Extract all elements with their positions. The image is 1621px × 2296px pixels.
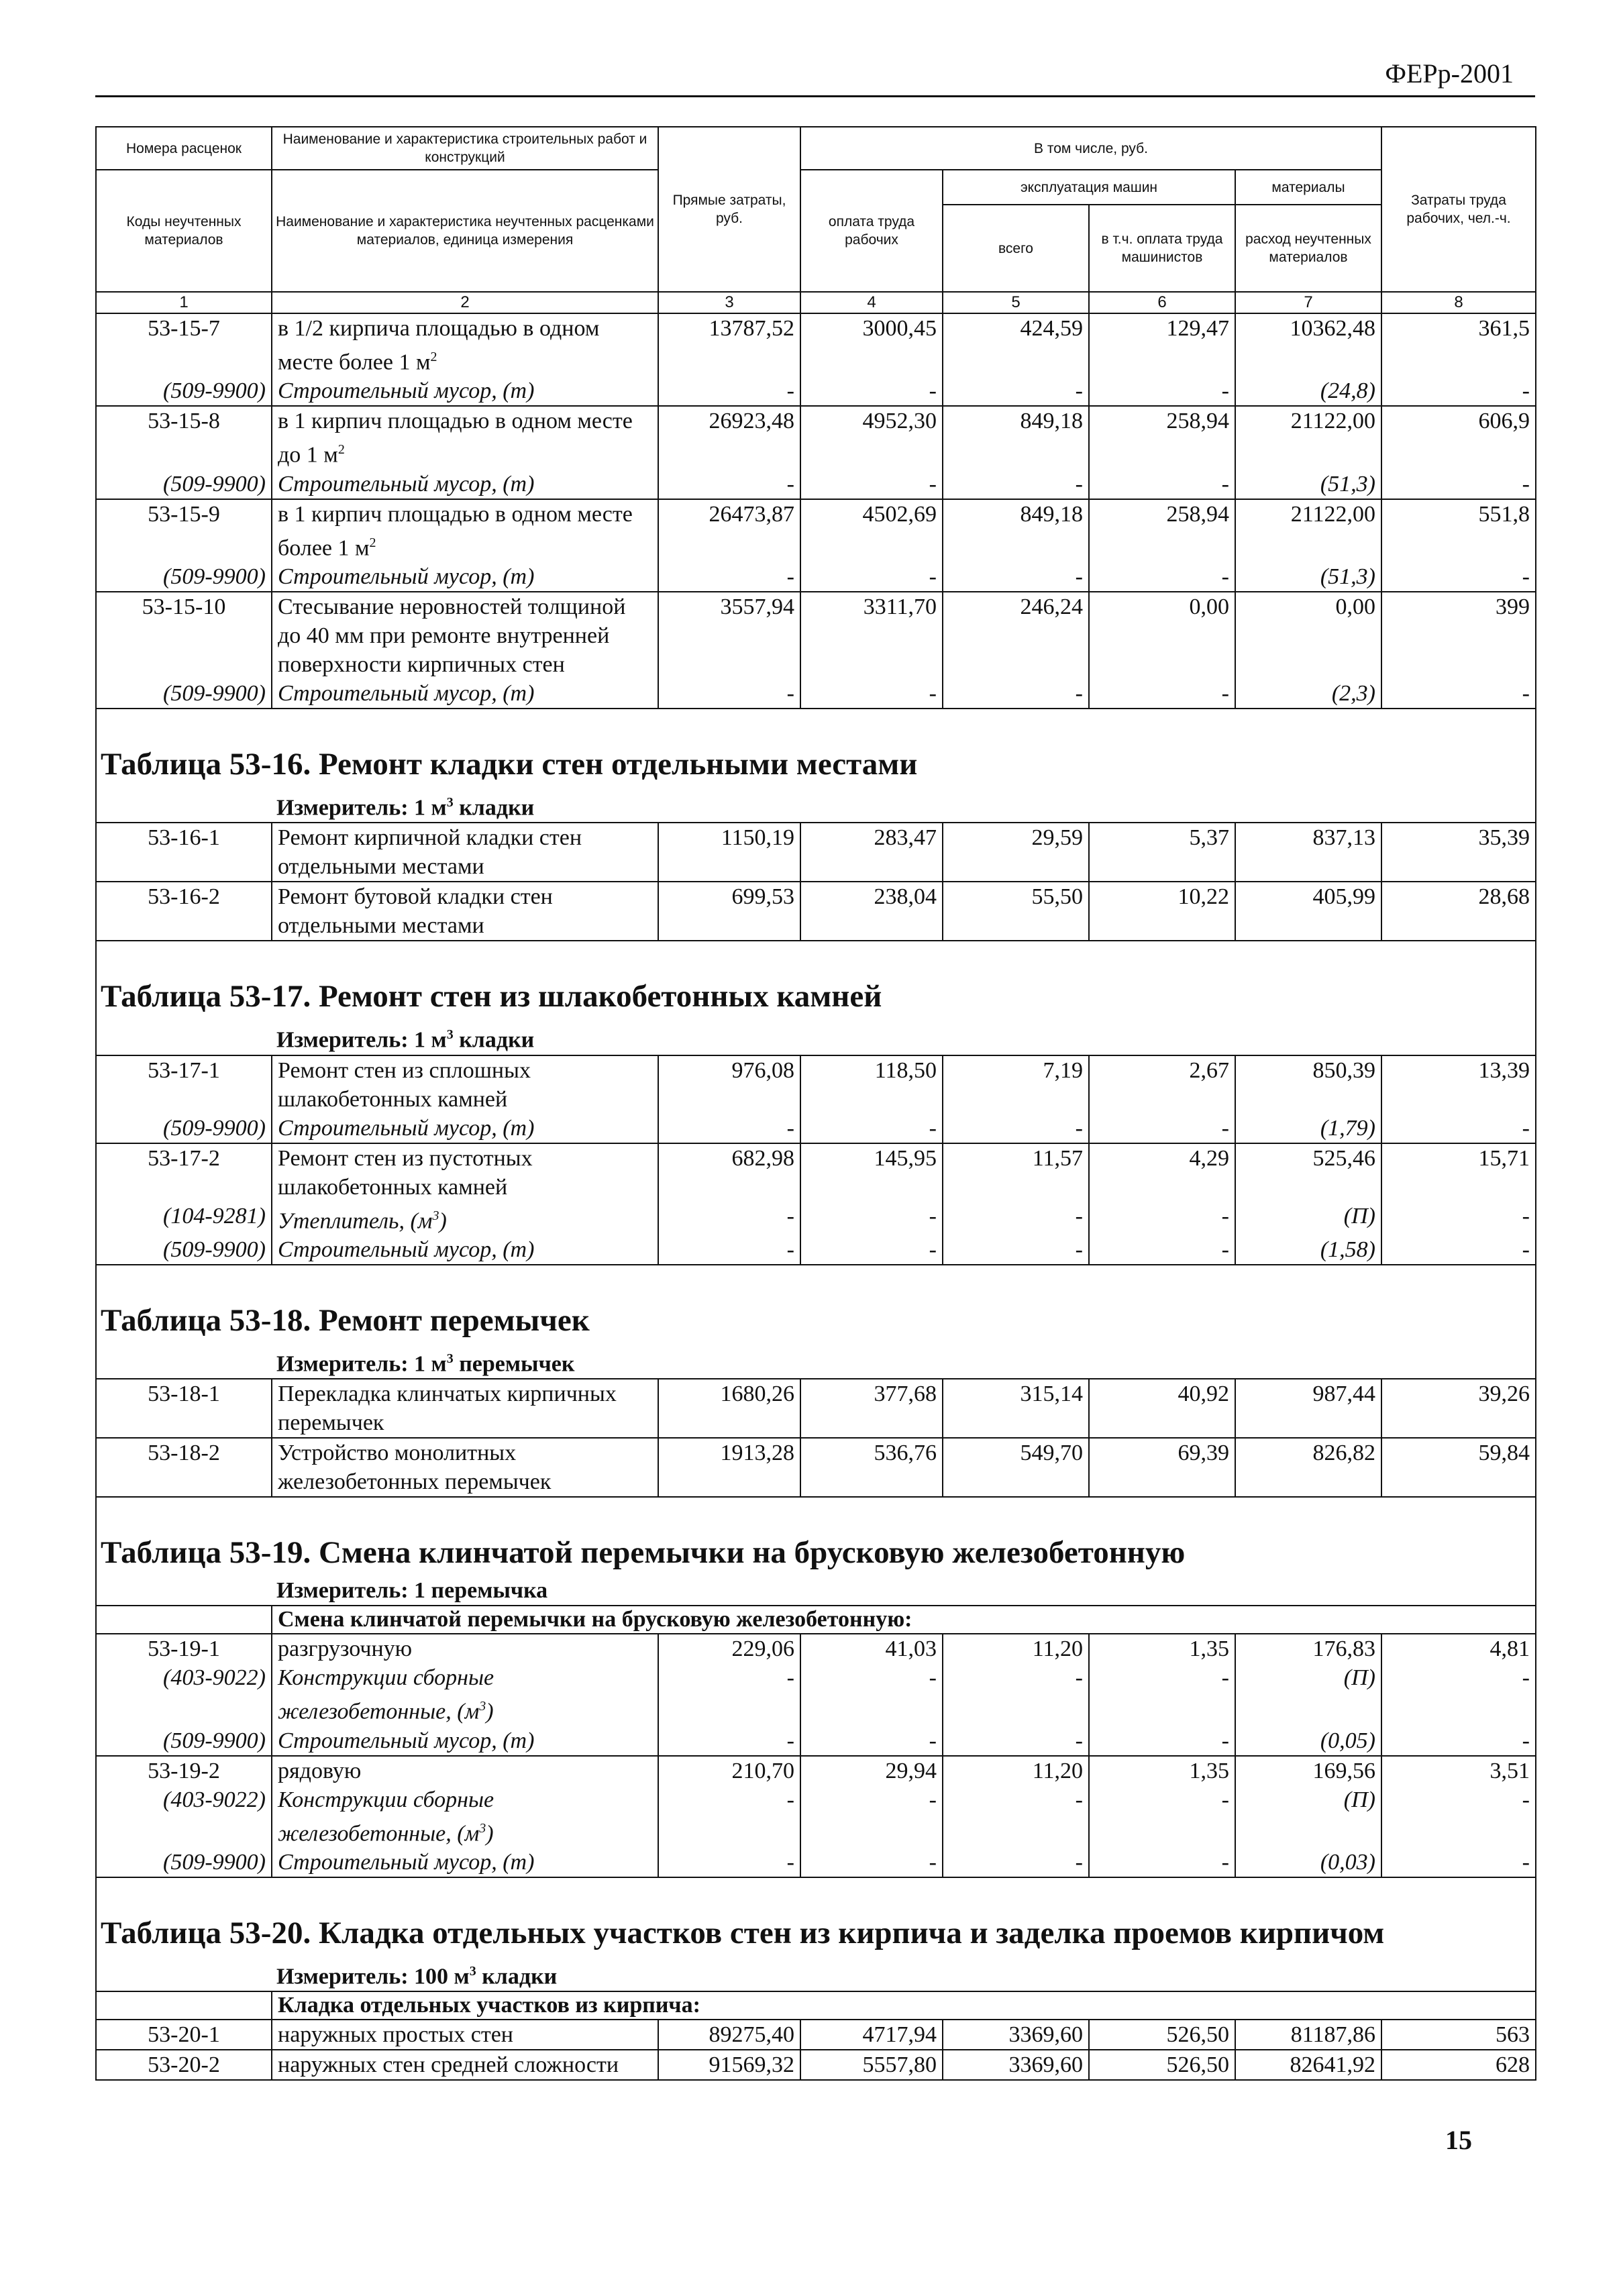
- table-title-53-17: Таблица 53-17. Ремонт стен из шлакобетонных камней: [96, 974, 1536, 1021]
- material-consumption: (51,3): [1235, 562, 1381, 592]
- dash: -: [943, 1848, 1089, 1877]
- wages: 5557,80: [800, 2050, 943, 2080]
- materials: 837,13: [1235, 823, 1381, 882]
- materials: 21122,00: [1235, 406, 1381, 469]
- machines-wages: 40,92: [1089, 1379, 1235, 1438]
- table-row: [96, 1756, 1536, 1785]
- material-consumption: (51,3): [1235, 470, 1381, 499]
- dash: -: [943, 1235, 1089, 1265]
- table-row: [96, 1143, 1536, 1202]
- dash: -: [1381, 1235, 1536, 1265]
- dash: -: [943, 679, 1089, 709]
- material-consumption: (0,05): [1235, 1726, 1381, 1756]
- measure-53-17: Измеритель: 1 $м^3$ кладки: [96, 1021, 1536, 1055]
- machines-total: 549,70: [943, 1438, 1089, 1497]
- labor: 35,39: [1381, 823, 1536, 882]
- table-row: [96, 1726, 1536, 1756]
- subheading-53-19: Смена клинчатой перемычки на брусковую железобетонную:: [96, 1606, 1536, 1634]
- machines-wages: 258,94: [1089, 406, 1235, 469]
- table-row: [96, 823, 1536, 882]
- material-code: (509-9900): [96, 470, 272, 499]
- machines-total: 11,20: [943, 1634, 1089, 1663]
- rates-table: [95, 126, 1536, 2081]
- labor: 28,68: [1381, 882, 1536, 941]
- rate-code: 53-15-7: [96, 313, 272, 376]
- header-materials-unaccounted: расход неучтенных материалов: [1235, 205, 1381, 292]
- dash: -: [800, 1848, 943, 1877]
- dash: -: [658, 562, 800, 592]
- material-consumption: (2,3): [1235, 679, 1381, 709]
- wages: 4717,94: [800, 2020, 943, 2050]
- header-work-name: Наименование и характеристика строительных работ и конструкций: [272, 127, 658, 170]
- dash: -: [1381, 679, 1536, 709]
- measure-53-20: Измеритель: 100 $м^3$ кладки: [96, 1957, 1536, 1991]
- column-number: 2: [272, 292, 658, 313]
- rate-code: 53-20-2: [96, 2050, 272, 2080]
- dash: -: [658, 376, 800, 406]
- materials: 987,44: [1235, 1379, 1381, 1438]
- machines-total: 3369,60: [943, 2020, 1089, 2050]
- wages: 145,95: [800, 1143, 943, 1202]
- machines-total: 849,18: [943, 499, 1089, 562]
- dash: -: [1089, 1235, 1235, 1265]
- dash: -: [658, 679, 800, 709]
- machines-total: 246,24: [943, 592, 1089, 679]
- wages: 4952,30: [800, 406, 943, 469]
- machines-total: 55,50: [943, 882, 1089, 941]
- labor: 563: [1381, 2020, 1536, 2050]
- rate-name: в 1/2 кирпича площадью в одном месте более 1 $м^2$: [272, 313, 658, 376]
- machines-total: 7,19: [943, 1055, 1089, 1114]
- material-code: (403-9022): [96, 1663, 272, 1726]
- table-title-53-19: Таблица 53-19. Смена клинчатой перемычки на брусковую железобетонную: [96, 1530, 1536, 1577]
- column-number: 7: [1235, 292, 1381, 313]
- material-name: Строительный мусор, (т): [272, 1114, 658, 1143]
- table-row: [96, 376, 1536, 406]
- direct-costs: 1150,19: [658, 823, 800, 882]
- direct-costs: 699,53: [658, 882, 800, 941]
- header-machines: эксплуатация машин: [943, 170, 1235, 205]
- material-name: Строительный мусор, (т): [272, 1235, 658, 1265]
- header-labor: Затраты труда рабочих, чел.-ч.: [1381, 127, 1536, 292]
- machines-total: 849,18: [943, 406, 1089, 469]
- direct-costs: 976,08: [658, 1055, 800, 1114]
- rate-code: 53-15-8: [96, 406, 272, 469]
- dash: -: [1089, 1785, 1235, 1848]
- machines-wages: 2,67: [1089, 1055, 1235, 1114]
- dash: -: [658, 1848, 800, 1877]
- rate-code: 53-20-1: [96, 2020, 272, 2050]
- rate-name: наружных простых стен: [272, 2020, 658, 2050]
- table-row: [96, 1663, 1536, 1726]
- dash: -: [658, 1202, 800, 1235]
- dash: -: [1089, 679, 1235, 709]
- labor: 399: [1381, 592, 1536, 679]
- labor: 15,71: [1381, 1143, 1536, 1202]
- column-number: 1: [96, 292, 272, 313]
- material-code: (509-9900): [96, 1114, 272, 1143]
- rate-name: Ремонт стен из пустотных шлакобетонных камней: [272, 1143, 658, 1202]
- measure-53-19: Измеритель: 1 перемычка: [96, 1577, 1536, 1606]
- direct-costs: 89275,40: [658, 2020, 800, 2050]
- material-consumption: (1,58): [1235, 1235, 1381, 1265]
- dash: -: [658, 1114, 800, 1143]
- table-header: [96, 127, 1536, 313]
- dash: -: [800, 1202, 943, 1235]
- column-number: 8: [1381, 292, 1536, 313]
- wages: 118,50: [800, 1055, 943, 1114]
- measure-53-18: Измеритель: 1 $м^3$ перемычек: [96, 1345, 1536, 1379]
- spacer: [96, 1877, 1536, 1910]
- machines-total: 3369,60: [943, 2050, 1089, 2080]
- dash: -: [800, 1235, 943, 1265]
- material-code: (104-9281): [96, 1202, 272, 1235]
- labor: 606,9: [1381, 406, 1536, 469]
- header-machines-total: всего: [943, 205, 1089, 292]
- material-code: (509-9900): [96, 1235, 272, 1265]
- dash: -: [658, 470, 800, 499]
- dash: -: [800, 376, 943, 406]
- machines-total: 11,57: [943, 1143, 1089, 1202]
- labor: 361,5: [1381, 313, 1536, 376]
- machines-total: 11,20: [943, 1756, 1089, 1785]
- dash: -: [800, 679, 943, 709]
- dash: -: [1089, 1202, 1235, 1235]
- material-name: Строительный мусор, (т): [272, 376, 658, 406]
- document-title: ФЕРр-2001: [1385, 58, 1514, 89]
- material-name: Строительный мусор, (т): [272, 562, 658, 592]
- materials: 525,46: [1235, 1143, 1381, 1202]
- materials: 850,39: [1235, 1055, 1381, 1114]
- dash: -: [943, 470, 1089, 499]
- material-code: (403-9022): [96, 1785, 272, 1848]
- table-row: [96, 1438, 1536, 1497]
- dash: -: [943, 562, 1089, 592]
- table-row: [96, 2020, 1536, 2050]
- dash: -: [658, 1726, 800, 1756]
- table-row: [96, 470, 1536, 499]
- dash: -: [1381, 1848, 1536, 1877]
- spacer: [96, 1265, 1536, 1298]
- header-including: В том числе, руб.: [800, 127, 1381, 170]
- header-material-name: Наименование и характеристика неучтенных расценками материалов, единица измерения: [272, 170, 658, 292]
- material-code: (509-9900): [96, 1848, 272, 1877]
- rate-code: 53-18-1: [96, 1379, 272, 1438]
- rate-code: 53-15-10: [96, 592, 272, 679]
- material-code: (509-9900): [96, 562, 272, 592]
- rate-code: 53-19-2: [96, 1756, 272, 1785]
- dash: -: [658, 1663, 800, 1726]
- material-consumption: (П): [1235, 1785, 1381, 1848]
- materials: 10362,48: [1235, 313, 1381, 376]
- rate-code: 53-18-2: [96, 1438, 272, 1497]
- column-number: 4: [800, 292, 943, 313]
- direct-costs: 13787,52: [658, 313, 800, 376]
- machines-wages: 69,39: [1089, 1438, 1235, 1497]
- machines-wages: 4,29: [1089, 1143, 1235, 1202]
- dash: -: [658, 1785, 800, 1848]
- dash: -: [800, 1663, 943, 1726]
- table-title-53-18: Таблица 53-18. Ремонт перемычек: [96, 1298, 1536, 1345]
- rate-code: 53-17-1: [96, 1055, 272, 1114]
- header-wages: оплата труда рабочих: [800, 170, 943, 292]
- dash: -: [943, 1663, 1089, 1726]
- rate-code: 53-16-1: [96, 823, 272, 882]
- material-consumption: (П): [1235, 1202, 1381, 1235]
- dash: -: [1089, 1114, 1235, 1143]
- table-title-53-20: Таблица 53-20. Кладка отдельных участков стен из кирпича и заделка проемов кирпичом: [96, 1910, 1536, 1957]
- labor: 13,39: [1381, 1055, 1536, 1114]
- rate-code: 53-19-1: [96, 1634, 272, 1663]
- table-row: [96, 1379, 1536, 1438]
- materials: 176,83: [1235, 1634, 1381, 1663]
- material-name: Строительный мусор, (т): [272, 1848, 658, 1877]
- dash: -: [800, 1785, 943, 1848]
- header-materials: материалы: [1235, 170, 1381, 205]
- table-row: [96, 2050, 1536, 2080]
- rate-code: 53-16-2: [96, 882, 272, 941]
- machines-total: 424,59: [943, 313, 1089, 376]
- direct-costs: 91569,32: [658, 2050, 800, 2080]
- machines-wages: 5,37: [1089, 823, 1235, 882]
- table-row: [96, 313, 1536, 376]
- table-row: [96, 406, 1536, 469]
- dash: -: [1381, 1785, 1536, 1848]
- header-direct-costs: Прямые затраты, руб.: [658, 127, 800, 292]
- machines-wages: 10,22: [1089, 882, 1235, 941]
- dash: -: [943, 1726, 1089, 1756]
- materials: 169,56: [1235, 1756, 1381, 1785]
- dash: -: [1089, 562, 1235, 592]
- table-row: [96, 1235, 1536, 1265]
- dash: -: [1089, 376, 1235, 406]
- header-rule: [95, 95, 1535, 97]
- wages: 3000,45: [800, 313, 943, 376]
- column-number: 5: [943, 292, 1089, 313]
- dash: -: [943, 1202, 1089, 1235]
- header-machines-wages: в т.ч. оплата труда машинистов: [1089, 205, 1235, 292]
- rate-code: 53-15-9: [96, 499, 272, 562]
- direct-costs: 1680,26: [658, 1379, 800, 1438]
- spacer: [96, 709, 1536, 741]
- wages: 238,04: [800, 882, 943, 941]
- wages: 4502,69: [800, 499, 943, 562]
- materials: 405,99: [1235, 882, 1381, 941]
- material-name: Строительный мусор, (т): [272, 679, 658, 709]
- machines-wages: 258,94: [1089, 499, 1235, 562]
- labor: 551,8: [1381, 499, 1536, 562]
- direct-costs: 26923,48: [658, 406, 800, 469]
- machines-total: 29,59: [943, 823, 1089, 882]
- labor: 3,51: [1381, 1756, 1536, 1785]
- dash: -: [800, 470, 943, 499]
- wages: 283,47: [800, 823, 943, 882]
- dash: -: [1089, 1848, 1235, 1877]
- direct-costs: 26473,87: [658, 499, 800, 562]
- table-row: [96, 1785, 1536, 1848]
- material-name: Конструкции сборные железобетонные, $(м^3)$: [272, 1663, 658, 1726]
- dash: -: [1381, 562, 1536, 592]
- table-row: [96, 1202, 1536, 1235]
- table-row: [96, 499, 1536, 562]
- rate-code: 53-17-2: [96, 1143, 272, 1202]
- dash: -: [943, 376, 1089, 406]
- labor: 39,26: [1381, 1379, 1536, 1438]
- direct-costs: 1913,28: [658, 1438, 800, 1497]
- rate-name: Перекладка клинчатых кирпичных перемычек: [272, 1379, 658, 1438]
- dash: -: [658, 1235, 800, 1265]
- wages: 29,94: [800, 1756, 943, 1785]
- dash: -: [1089, 1663, 1235, 1726]
- material-name: Утеплитель, $(м^3)$: [272, 1202, 658, 1235]
- direct-costs: 229,06: [658, 1634, 800, 1663]
- machines-total: 315,14: [943, 1379, 1089, 1438]
- material-code: (509-9900): [96, 679, 272, 709]
- material-name: Строительный мусор, (т): [272, 1726, 658, 1756]
- table-row: [96, 1114, 1536, 1143]
- rate-name: в 1 кирпич площадью в одном месте более 1 $м^2$: [272, 499, 658, 562]
- rate-name: разгрузочную: [272, 1634, 658, 1663]
- rate-name: Устройство монолитных железобетонных перемычек: [272, 1438, 658, 1497]
- rate-name: Ремонт бутовой кладки стен отдельными местами: [272, 882, 658, 941]
- dash: -: [1381, 1726, 1536, 1756]
- labor: 4,81: [1381, 1634, 1536, 1663]
- direct-costs: 3557,94: [658, 592, 800, 679]
- table-row: [96, 1848, 1536, 1877]
- material-consumption: (1,79): [1235, 1114, 1381, 1143]
- material-code: (509-9900): [96, 376, 272, 406]
- materials: 21122,00: [1235, 499, 1381, 562]
- dash: -: [1381, 1114, 1536, 1143]
- rate-name: Стесывание неровностей толщиной до 40 мм при ремонте внутренней поверхности кирпичных стен: [272, 592, 658, 679]
- wages: 536,76: [800, 1438, 943, 1497]
- dash: -: [1381, 1202, 1536, 1235]
- spacer: [96, 1497, 1536, 1530]
- table-row: [96, 882, 1536, 941]
- header-material-codes: Коды неучтенных материалов: [96, 170, 272, 292]
- labor: 59,84: [1381, 1438, 1536, 1497]
- table-row: [96, 562, 1536, 592]
- table-title-53-16: Таблица 53-16. Ремонт кладки стен отдельными местами: [96, 741, 1536, 788]
- machines-wages: 526,50: [1089, 2020, 1235, 2050]
- dash: -: [1089, 1726, 1235, 1756]
- material-code: (509-9900): [96, 1726, 272, 1756]
- material-consumption: (24,8): [1235, 376, 1381, 406]
- material-consumption: (0,03): [1235, 1848, 1381, 1877]
- materials: 0,00: [1235, 592, 1381, 679]
- machines-wages: 129,47: [1089, 313, 1235, 376]
- material-name: Конструкции сборные железобетонные, $(м^3)$: [272, 1785, 658, 1848]
- dash: -: [800, 562, 943, 592]
- material-name: Строительный мусор, (т): [272, 470, 658, 499]
- materials: 81187,86: [1235, 2020, 1381, 2050]
- labor: 628: [1381, 2050, 1536, 2080]
- table-row: [96, 1055, 1536, 1114]
- materials: 82641,92: [1235, 2050, 1381, 2080]
- dash: -: [943, 1114, 1089, 1143]
- rate-name: рядовую: [272, 1756, 658, 1785]
- table-row: [96, 679, 1536, 709]
- machines-wages: 1,35: [1089, 1634, 1235, 1663]
- dash: -: [1089, 470, 1235, 499]
- machines-wages: 0,00: [1089, 592, 1235, 679]
- header-rate-numbers: Номера расценок: [96, 127, 272, 170]
- machines-wages: 1,35: [1089, 1756, 1235, 1785]
- dash: -: [943, 1785, 1089, 1848]
- page-number: 15: [1445, 2125, 1472, 2155]
- direct-costs: 210,70: [658, 1756, 800, 1785]
- wages: 41,03: [800, 1634, 943, 1663]
- wages: 377,68: [800, 1379, 943, 1438]
- wages: 3311,70: [800, 592, 943, 679]
- rate-name: наружных стен средней сложности: [272, 2050, 658, 2080]
- direct-costs: 682,98: [658, 1143, 800, 1202]
- table-row: [96, 592, 1536, 679]
- column-number: 6: [1089, 292, 1235, 313]
- dash: -: [1381, 470, 1536, 499]
- dash: -: [800, 1114, 943, 1143]
- table-row: [96, 1634, 1536, 1663]
- machines-wages: 526,50: [1089, 2050, 1235, 2080]
- materials: 826,82: [1235, 1438, 1381, 1497]
- rate-name: в 1 кирпич площадью в одном месте до 1 $м^2$: [272, 406, 658, 469]
- rate-name: Ремонт кирпичной кладки стен отдельными местами: [272, 823, 658, 882]
- dash: -: [800, 1726, 943, 1756]
- dash: -: [1381, 1663, 1536, 1726]
- measure-53-16: Измеритель: 1 $м^3$ кладки: [96, 788, 1536, 823]
- material-consumption: (П): [1235, 1663, 1381, 1726]
- column-number: 3: [658, 292, 800, 313]
- subheading-53-20: Кладка отдельных участков из кирпича:: [96, 1991, 1536, 2020]
- spacer: [96, 941, 1536, 974]
- rate-name: Ремонт стен из сплошных шлакобетонных камней: [272, 1055, 658, 1114]
- dash: -: [1381, 376, 1536, 406]
